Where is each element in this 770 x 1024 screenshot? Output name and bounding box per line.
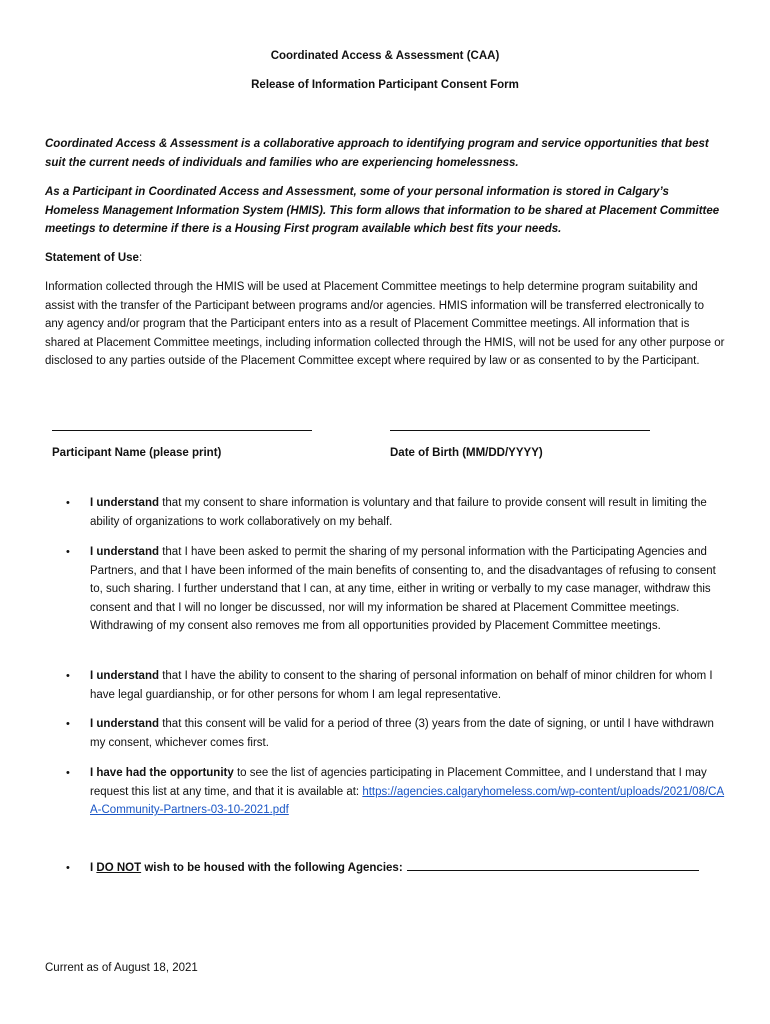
consent-item-4 [66,715,730,752]
consent-item-1 [66,494,730,531]
date-of-birth-label: Date of Birth (MM/DD/YYYY) [390,447,543,459]
consent-item-text: to see the list of agencies participating in Placement Committee, and I understand that I may request this list at any time, and that it is available at: [90,767,707,798]
intro-paragraph-2: As a Participant in Coordinated Access and Assessment, some of your personal information is stored in Calgary’s Homeless Management Information System (HMIS). This form allows that information to be shared at Placement Committee meetings to determine if there is a Housing First program available which best fits your needs. [45,186,720,235]
exclusion-emphasis: DO NOT [96,862,142,874]
consent-item-2 [66,543,730,636]
participant-name-line[interactable] [52,430,312,431]
consent-item-3 [66,667,730,704]
intro-paragraph-1: Coordinated Access & Assessment is a collaborative approach to identifying program and service opportunities that best suit the current needs of individuals and families who are experiencing homelessness. [45,138,709,169]
consent-item-lead: I understand [90,670,160,682]
bullet-icon: • [66,767,70,779]
bullet-icon: • [66,862,70,874]
consent-item-lead: I understand [90,718,160,730]
consent-item-lead: I understand [90,546,160,558]
bullet-icon: • [66,718,70,730]
exclusion-item [66,859,730,878]
footer-date: Current as of August 18, 2021 [45,962,198,974]
consent-item-text: that this consent will be valid for a period of three (3) years from the date of signing, or until I have withdrawn my consent, whichever comes first. [90,718,714,749]
participant-name-label: Participant Name (please print) [52,447,222,459]
date-of-birth-line[interactable] [390,430,650,431]
bullet-icon: • [66,546,70,558]
consent-item-5 [66,764,730,820]
agency-list-link[interactable]: https://agencies.calgaryhomeless.com/wp-content/uploads/2021/08/CAA-Community-Partners-03-10-2021.pdf [90,785,725,816]
bullet-icon: • [66,497,70,509]
consent-item-lead: I understand [90,497,160,509]
statement-heading [45,249,725,268]
exclusion-prefix: I [90,862,97,874]
bullet-icon: • [66,670,70,682]
excluded-agencies-line[interactable] [407,860,699,871]
statement-heading-text: Statement of Use [45,252,139,264]
consent-item-text: that my consent to share information is voluntary and that failure to provide consent will result in limiting the ability of organizations to work collaboratively on my behalf. [90,497,707,528]
consent-item-text: that I have the ability to consent to the sharing of personal information on behalf of minor children for whom I have legal guardianship, or for other persons for whom I am legal representative. [90,670,713,701]
statement-heading-colon: : [138,252,143,264]
form-title: Coordinated Access & Assessment (CAA) [270,50,500,62]
consent-item-lead: I have had the opportunity [90,767,234,779]
exclusion-suffix: wish to be housed with the following Agencies: [141,862,403,874]
form-subtitle: Release of Information Participant Consent Form [251,79,519,91]
consent-item-text: that I have been asked to permit the sharing of my personal information with the Participating Agencies and Partners, and that I have been informed of the main benefits of consenting to, and the disadvantages of refusing to consent to, such sharing. I further understand that I can, at any time, either in writing or verbally to my case manager, withdraw this consent and that I will no longer be discussed, nor will my information be shared at Placement Committee meetings. Withdrawing of my consent also removes me from all opportunities provided by Placement Committee meetings. [90,546,716,632]
statement-body: Information collected through the HMIS will be used at Placement Committee meetings to help determine program suitability and assist with the transfer of the Participant between programs and/or agencies. HMIS information will be transferred electronically to any agency and/or program that the Participant enters into as a result of Placement Committee meetings. All information that is shared at Placement Committee meetings, including information collected through the HMIS, will not be used for any other purpose or disclosed to any parties outside of the Placement Committee except where required by law or as consented to by the Participant. [45,281,725,367]
